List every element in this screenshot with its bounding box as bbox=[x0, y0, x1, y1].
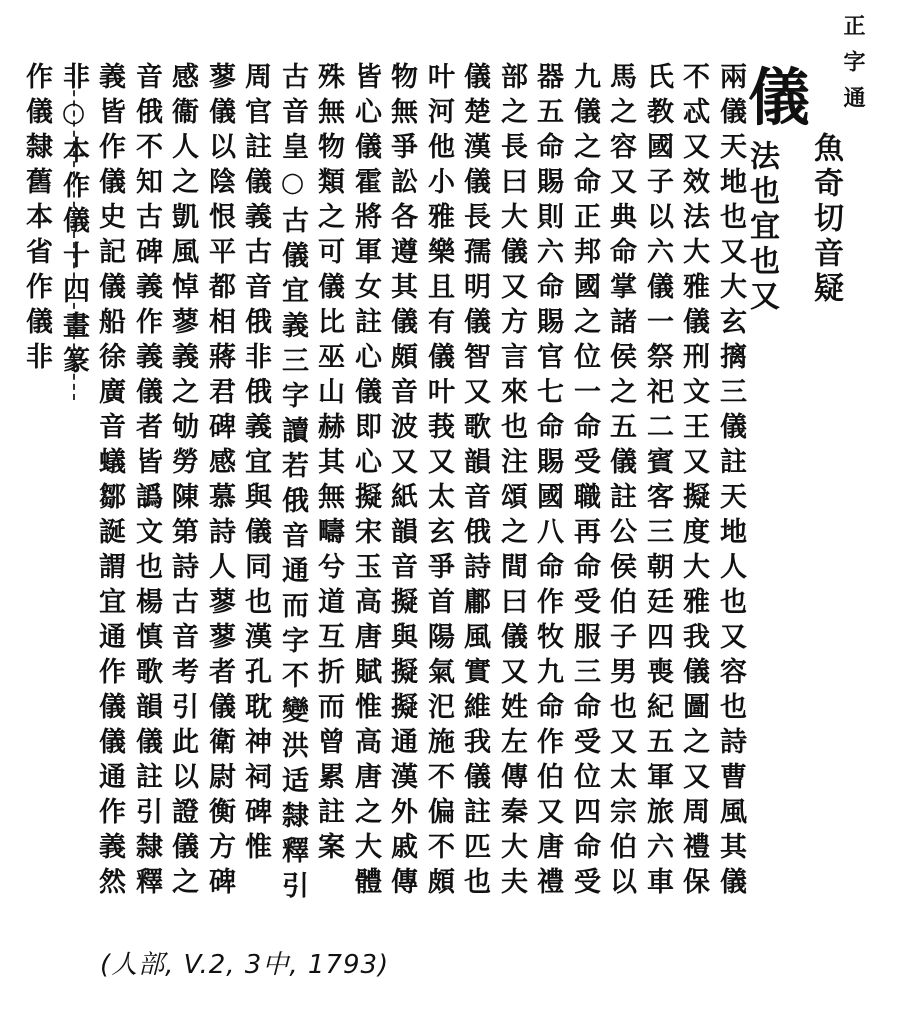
text-column-18: 義皆作儀史記儀船徐廣音蟻鄒誕謂宜通作儀儀通作義然 bbox=[94, 62, 125, 902]
text-column-20: 作儀隸舊本省作儀非 bbox=[21, 62, 52, 377]
text-column-1: 兩儀天地也又大玄摛三儀註天地人也又容也詩曹風其儀 bbox=[715, 62, 746, 902]
book-title-mark: 正字通 bbox=[840, 14, 866, 122]
text-column-19: 非○本作儀十四畫篆 bbox=[58, 62, 89, 381]
text-column-5: 九儀之命正邦國之位一命受職再命受服三命受位四命受 bbox=[569, 62, 600, 902]
text-column-7: 部之長曰大儀又方言來也注頌之間曰儀又姓左傳秦大夫 bbox=[496, 62, 527, 902]
headword: 儀 bbox=[748, 61, 811, 134]
text-column-6: 器五命賜則六命賜官七命賜國八命作牧九命作伯又唐禮 bbox=[532, 62, 563, 902]
text-column-13: 古音皇○古儀宜義三字讀若俄音通而字不變洪适隸釋引 bbox=[277, 62, 308, 906]
text-column-9: 叶河他小雅樂且有儀叶莪又太玄爭首陽氣汜施不偏不頗 bbox=[423, 62, 454, 902]
text-column-2: 不忒又效法大雅儀刑文王又擬度大雅我儀圖之又周禮保 bbox=[678, 62, 709, 902]
text-column-11: 皆心儀霍將軍女註心儀即心擬宋玉高唐賦惟高唐之大體 bbox=[350, 62, 381, 902]
text-column-4: 馬之容又典命掌諸侯之五儀註公侯伯子男也又太宗伯以 bbox=[605, 62, 636, 902]
text-column-16: 感衞人之凱風悼蓼義之劬勞陳第詩古音考引此以證儀之 bbox=[167, 62, 198, 902]
entry-gloss-col: 法也宜也又 bbox=[744, 140, 779, 315]
text-column-10: 物無爭訟各遵其儀頗音波又紙韻音擬與擬擬通漢外戚傳 bbox=[386, 62, 417, 902]
entry-reading: 魚奇切音疑 bbox=[808, 132, 843, 307]
text-column-17: 音俄不知古碑義作義儀者皆譌文也楊慎歌韻儀註引隸釋 bbox=[131, 62, 162, 902]
text-column-15: 蓼儀以陰恨平都相蔣君碑感慕詩人蓼蓼者儀衛尉衡方碑 bbox=[204, 62, 235, 902]
text-column-12: 殊無物類之可儀比巫山赫其無疇兮道互折而曾累註案 bbox=[313, 62, 344, 867]
handwritten-annotation: (人部, V.2, 3中, 1793) bbox=[100, 950, 390, 980]
text-column-3: 氏教國子以六儀一祭祀二賓客三朝廷四喪紀五軍旅六車 bbox=[642, 62, 673, 902]
text-column-14: 周官註儀義古音俄非俄義宜與儀同也漢孔耽神祠碑惟 bbox=[240, 62, 271, 867]
text-column-8: 儀楚漢儀長孺明儀智又歌韻音俄詩鄘風實維我儀註匹也 bbox=[459, 62, 490, 902]
